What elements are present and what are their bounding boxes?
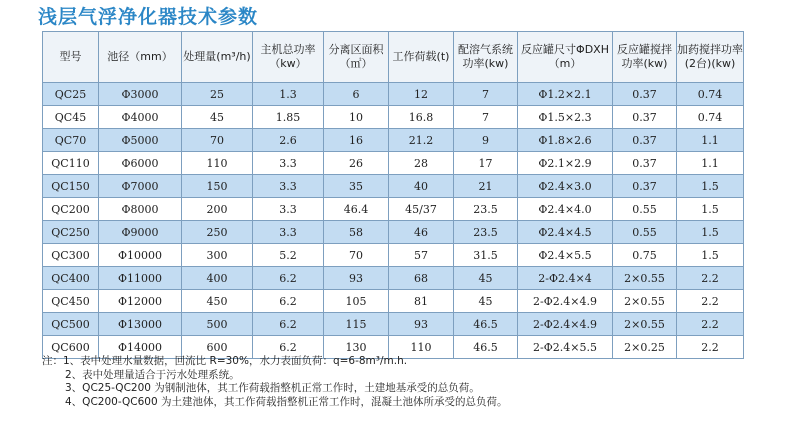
cell-capacity: 500 (182, 313, 253, 336)
cell-reactor-size: Φ1.5×2.3 (518, 106, 613, 129)
cell-capacity: 70 (182, 129, 253, 152)
cell-working-load: 21.2 (389, 129, 454, 152)
cell-capacity: 600 (182, 336, 253, 359)
cell-diameter: Φ14000 (99, 336, 182, 359)
cell-model: QC110 (43, 152, 99, 175)
cell-working-load: 28 (389, 152, 454, 175)
cell-reactor-mixing-power: 0.37 (613, 129, 677, 152)
cell-model: QC600 (43, 336, 99, 359)
cell-dissolved-air-power: 9 (454, 129, 518, 152)
cell-dosing-mixing-power: 2.2 (677, 267, 744, 290)
cell-model: QC45 (43, 106, 99, 129)
cell-dissolved-air-power: 23.5 (454, 198, 518, 221)
cell-reactor-mixing-power: 0.37 (613, 152, 677, 175)
cell-capacity: 400 (182, 267, 253, 290)
cell-model: QC400 (43, 267, 99, 290)
cell-dissolved-air-power: 7 (454, 83, 518, 106)
cell-dissolved-air-power: 17 (454, 152, 518, 175)
cell-dosing-mixing-power: 1.1 (677, 152, 744, 175)
cell-reactor-size: 2-Φ2.4×5.5 (518, 336, 613, 359)
cell-reactor-mixing-power: 0.37 (613, 83, 677, 106)
cell-working-load: 68 (389, 267, 454, 290)
cell-dissolved-air-power: 45 (454, 267, 518, 290)
cell-reactor-size: 2-Φ2.4×4.9 (518, 313, 613, 336)
cell-model: QC25 (43, 83, 99, 106)
cell-separation-area: 16 (324, 129, 389, 152)
cell-reactor-mixing-power: 2×0.25 (613, 336, 677, 359)
cell-separation-area: 58 (324, 221, 389, 244)
cell-reactor-size: Φ2.4×4.5 (518, 221, 613, 244)
cell-working-load: 110 (389, 336, 454, 359)
spec-table (42, 31, 744, 359)
cell-reactor-size: Φ2.1×2.9 (518, 152, 613, 175)
cell-reactor-size: Φ2.4×4.0 (518, 198, 613, 221)
cell-dissolved-air-power: 45 (454, 290, 518, 313)
cell-main-power: 1.3 (253, 83, 324, 106)
cell-dissolved-air-power: 46.5 (454, 336, 518, 359)
cell-reactor-mixing-power: 0.75 (613, 244, 677, 267)
cell-dosing-mixing-power: 1.1 (677, 129, 744, 152)
cell-working-load: 57 (389, 244, 454, 267)
cell-reactor-mixing-power: 0.55 (613, 198, 677, 221)
table-row (43, 313, 744, 336)
cell-working-load: 81 (389, 290, 454, 313)
cell-reactor-mixing-power: 0.37 (613, 175, 677, 198)
header-reactor-size: 反应罐尺寸ΦDXH（m） (518, 32, 613, 83)
cell-working-load: 40 (389, 175, 454, 198)
cell-reactor-size: Φ2.4×3.0 (518, 175, 613, 198)
cell-diameter: Φ6000 (99, 152, 182, 175)
cell-model: QC250 (43, 221, 99, 244)
cell-diameter: Φ10000 (99, 244, 182, 267)
table-header-row (43, 32, 744, 83)
cell-dissolved-air-power: 21 (454, 175, 518, 198)
cell-main-power: 2.6 (253, 129, 324, 152)
cell-diameter: Φ8000 (99, 198, 182, 221)
cell-model: QC450 (43, 290, 99, 313)
cell-separation-area: 115 (324, 313, 389, 336)
cell-model: QC500 (43, 313, 99, 336)
cell-separation-area: 46.4 (324, 198, 389, 221)
cell-dosing-mixing-power: 1.5 (677, 221, 744, 244)
cell-capacity: 150 (182, 175, 253, 198)
cell-separation-area: 35 (324, 175, 389, 198)
cell-separation-area: 6 (324, 83, 389, 106)
cell-diameter: Φ9000 (99, 221, 182, 244)
cell-main-power: 3.3 (253, 152, 324, 175)
cell-diameter: Φ7000 (99, 175, 182, 198)
cell-model: QC300 (43, 244, 99, 267)
cell-main-power: 6.2 (253, 313, 324, 336)
cell-dosing-mixing-power: 2.2 (677, 336, 744, 359)
cell-working-load: 45/37 (389, 198, 454, 221)
page-title: 浅层气浮净化器技术参数 (38, 6, 259, 28)
header-separation-area: 分离区面积（㎡） (324, 32, 389, 83)
cell-dosing-mixing-power: 2.2 (677, 313, 744, 336)
cell-reactor-mixing-power: 0.37 (613, 106, 677, 129)
cell-capacity: 250 (182, 221, 253, 244)
header-working-load: 工作荷载(t) (389, 32, 454, 83)
cell-main-power: 1.85 (253, 106, 324, 129)
header-capacity: 处理量(m³/h) (182, 32, 253, 83)
cell-capacity: 25 (182, 83, 253, 106)
table-row (43, 83, 744, 106)
cell-model: QC150 (43, 175, 99, 198)
cell-diameter: Φ13000 (99, 313, 182, 336)
header-reactor-mixing-power: 反应罐搅拌功率(kw) (613, 32, 677, 83)
cell-main-power: 3.3 (253, 221, 324, 244)
cell-working-load: 93 (389, 313, 454, 336)
cell-dosing-mixing-power: 2.2 (677, 290, 744, 313)
cell-separation-area: 70 (324, 244, 389, 267)
cell-diameter: Φ11000 (99, 267, 182, 290)
cell-dosing-mixing-power: 0.74 (677, 83, 744, 106)
cell-reactor-mixing-power: 2×0.55 (613, 313, 677, 336)
cell-dosing-mixing-power: 1.5 (677, 198, 744, 221)
cell-main-power: 3.3 (253, 175, 324, 198)
table-row (43, 267, 744, 290)
cell-reactor-mixing-power: 0.55 (613, 221, 677, 244)
note-line: 3、QC25-QC200 为钢制池体，其工作荷载指整机正常工作时，土建地基承受的总负荷。 (65, 382, 480, 394)
cell-main-power: 5.2 (253, 244, 324, 267)
table-row (43, 221, 744, 244)
header-main-power: 主机总功率（kw） (253, 32, 324, 83)
cell-model: QC70 (43, 129, 99, 152)
cell-capacity: 200 (182, 198, 253, 221)
cell-capacity: 450 (182, 290, 253, 313)
cell-reactor-mixing-power: 2×0.55 (613, 267, 677, 290)
cell-capacity: 300 (182, 244, 253, 267)
cell-dosing-mixing-power: 1.5 (677, 175, 744, 198)
cell-separation-area: 26 (324, 152, 389, 175)
cell-diameter: Φ12000 (99, 290, 182, 313)
cell-main-power: 6.2 (253, 267, 324, 290)
cell-reactor-size: 2-Φ2.4×4 (518, 267, 613, 290)
cell-dissolved-air-power: 46.5 (454, 313, 518, 336)
cell-diameter: Φ5000 (99, 129, 182, 152)
cell-dissolved-air-power: 31.5 (454, 244, 518, 267)
cell-main-power: 3.3 (253, 198, 324, 221)
notes (42, 355, 507, 409)
cell-model: QC200 (43, 198, 99, 221)
cell-main-power: 6.2 (253, 290, 324, 313)
header-dissolved-air-power: 配溶气系统功率(kw) (454, 32, 518, 83)
table-row (43, 106, 744, 129)
cell-working-load: 16.8 (389, 106, 454, 129)
table-row (43, 290, 744, 313)
cell-dosing-mixing-power: 0.74 (677, 106, 744, 129)
cell-separation-area: 105 (324, 290, 389, 313)
note-line: 注：1、表中处理水量数据，回流比 R=30%，水力表面负荷：q=6-8m³/m.h. (42, 355, 408, 367)
cell-reactor-size: Φ1.8×2.6 (518, 129, 613, 152)
cell-diameter: Φ3000 (99, 83, 182, 106)
cell-separation-area: 130 (324, 336, 389, 359)
cell-separation-area: 93 (324, 267, 389, 290)
note-line: 2、表中处理量适合于污水处理系统。 (65, 368, 240, 381)
cell-dissolved-air-power: 7 (454, 106, 518, 129)
cell-reactor-size: Φ2.4×5.5 (518, 244, 613, 267)
cell-capacity: 110 (182, 152, 253, 175)
cell-reactor-size: 2-Φ2.4×4.9 (518, 290, 613, 313)
cell-dissolved-air-power: 23.5 (454, 221, 518, 244)
cell-separation-area: 10 (324, 106, 389, 129)
table-row (43, 152, 744, 175)
cell-working-load: 46 (389, 221, 454, 244)
cell-reactor-mixing-power: 2×0.55 (613, 290, 677, 313)
table-row (43, 129, 744, 152)
header-model: 型号 (43, 32, 99, 83)
cell-dosing-mixing-power: 1.5 (677, 244, 744, 267)
note-line: 4、QC200-QC600 为土建池体，其工作荷载指整机正常工作时，混凝土池体所承受的总负荷。 (65, 395, 508, 408)
cell-capacity: 45 (182, 106, 253, 129)
cell-working-load: 12 (389, 83, 454, 106)
header-dosing-mixing-power: 加药搅拌功率(2台)(kw) (677, 32, 744, 83)
cell-diameter: Φ4000 (99, 106, 182, 129)
cell-main-power: 6.2 (253, 336, 324, 359)
header-diameter: 池径（mm） (99, 32, 182, 83)
table-row (43, 198, 744, 221)
table-row (43, 175, 744, 198)
cell-reactor-size: Φ1.2×2.1 (518, 83, 613, 106)
table-row (43, 244, 744, 267)
